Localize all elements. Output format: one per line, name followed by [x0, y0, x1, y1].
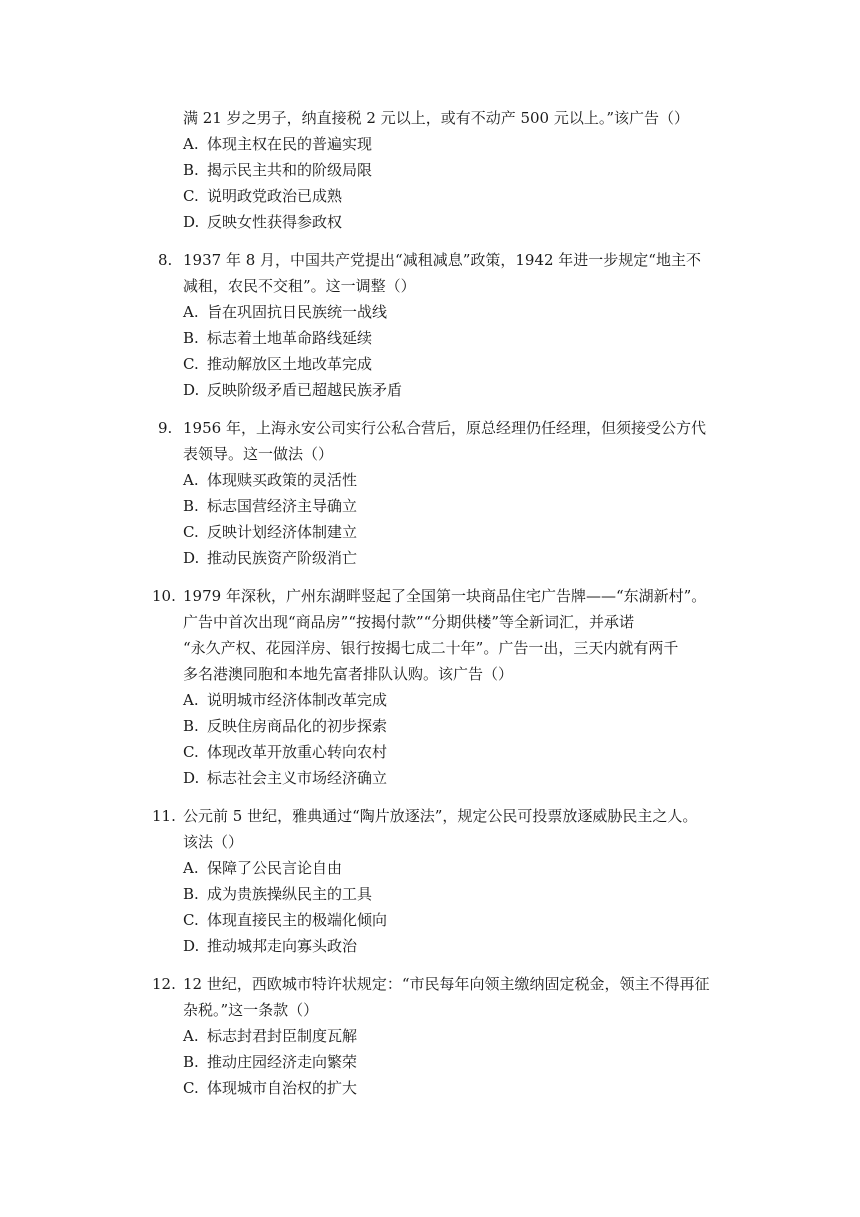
option-text: 推动解放区土地改革完成 [207, 355, 373, 373]
q10-stem-line-4: 多名港澳同胞和本地先富者排队认购。该广告（） [183, 665, 514, 683]
option-text: 反映计划经济体制建立 [207, 523, 358, 541]
q9-number: 9. [158, 419, 173, 437]
option-letter: D. [183, 213, 200, 231]
q7-stem-continuation: 满 21 岁之男子，纳直接税 2 元以上，或有不动产 500 元以上。”该广告（） [183, 109, 690, 127]
option-text: 标志封君封臣制度瓦解 [207, 1027, 358, 1045]
q12-option-c [183, 1078, 357, 1098]
option-letter: B. [183, 717, 199, 735]
q9-option-a [183, 470, 357, 490]
q10-number: 10. [152, 587, 176, 605]
option-text: 标志国营经济主导确立 [207, 497, 358, 515]
option-letter: C. [183, 1079, 199, 1097]
q9-option-c [183, 522, 357, 542]
q10-option-c [183, 742, 387, 762]
q8-stem-line-1: 1937 年 8 月，中国共产党提出“减租减息”政策，1942 年进一步规定“地主不 [183, 251, 701, 269]
option-text: 说明政党政治已成熟 [207, 187, 343, 205]
q10-stem-line-1: 1979 年深秋，广州东湖畔竖起了全国第一块商品住宅广告牌——“东湖新村”。 [183, 587, 707, 605]
option-text: 保障了公民言论自由 [207, 859, 343, 877]
option-text: 体现直接民主的极端化倾向 [207, 911, 388, 929]
q9-stem-line-2: 表领导。这一做法（） [183, 445, 334, 463]
q11-option-c [183, 910, 387, 930]
option-text: 推动民族资产阶级消亡 [207, 549, 358, 567]
option-letter: D. [183, 549, 200, 567]
q9-stem-line-1: 1956 年，上海永安公司实行公私合营后，原总经理仍任经理，但须接受公方代 [183, 419, 706, 437]
q11-option-d [183, 936, 357, 956]
q11-number: 11. [152, 807, 176, 825]
q7-option-c [183, 186, 342, 206]
q11-option-b [183, 884, 372, 904]
option-letter: A. [183, 471, 199, 489]
option-text: 推动城邦走向寡头政治 [207, 937, 358, 955]
q8-option-b [183, 328, 372, 348]
q7-option-d [183, 212, 342, 232]
q10-option-d [183, 768, 387, 788]
q11-option-a [183, 858, 342, 878]
q9-option-d [183, 548, 357, 568]
q7-option-a [183, 134, 372, 154]
q8-option-d [183, 380, 402, 400]
option-letter: B. [183, 497, 199, 515]
option-letter: B. [183, 161, 199, 179]
q8-stem-line-2: 减租，农民不交租”。这一调整（） [183, 277, 416, 295]
q12-option-b [183, 1052, 357, 1072]
option-letter: A. [183, 1027, 199, 1045]
q12-stem-line-1: 12 世纪，西欧城市特许状规定：“市民每年向领主缴纳固定税金，领主不得再征 [183, 975, 710, 993]
option-letter: D. [183, 937, 200, 955]
q12-stem-line-2: 杂税。”这一条款（） [183, 1001, 319, 1019]
option-letter: C. [183, 187, 199, 205]
option-letter: B. [183, 329, 199, 347]
q12-option-a [183, 1026, 357, 1046]
q8-number: 8. [158, 251, 173, 269]
option-letter: C. [183, 355, 199, 373]
q10-stem-line-2: 广告中首次出现“商品房”“按揭付款”“分期供楼”等全新词汇，并承诺 [183, 613, 635, 631]
option-letter: A. [183, 859, 199, 877]
option-text: 旨在巩固抗日民族统一战线 [207, 303, 388, 321]
option-letter: C. [183, 523, 199, 541]
q11-stem-line-2: 该法（） [183, 833, 244, 851]
option-text: 反映阶级矛盾已超越民族矛盾 [207, 381, 403, 399]
option-text: 推动庄园经济走向繁荣 [207, 1053, 358, 1071]
q10-option-b [183, 716, 387, 736]
option-text: 标志着土地革命路线延续 [207, 329, 373, 347]
q10-option-a [183, 690, 387, 710]
option-text: 体现主权在民的普遍实现 [207, 135, 373, 153]
option-text: 反映住房商品化的初步探索 [207, 717, 388, 735]
q9-option-b [183, 496, 357, 516]
option-letter: D. [183, 381, 200, 399]
option-text: 体现城市自治权的扩大 [207, 1079, 358, 1097]
option-letter: A. [183, 303, 199, 321]
q8-option-c [183, 354, 372, 374]
option-letter: A. [183, 691, 199, 709]
option-text: 体现赎买政策的灵活性 [207, 471, 358, 489]
q10-stem-line-3: “永久产权、花园洋房、银行按揭七成二十年”。广告一出，三天内就有两千 [183, 639, 679, 657]
q7-option-b [183, 160, 372, 180]
option-letter: A. [183, 135, 199, 153]
option-text: 反映女性获得参政权 [207, 213, 343, 231]
option-letter: B. [183, 885, 199, 903]
option-text: 说明城市经济体制改革完成 [207, 691, 388, 709]
q12-number: 12. [152, 975, 176, 993]
option-letter: D. [183, 769, 200, 787]
option-letter: B. [183, 1053, 199, 1071]
option-letter: C. [183, 911, 199, 929]
option-text: 标志社会主义市场经济确立 [207, 769, 388, 787]
option-text: 揭示民主共和的阶级局限 [207, 161, 373, 179]
option-text: 体现改革开放重心转向农村 [207, 743, 388, 761]
q8-option-a [183, 302, 387, 322]
option-letter: C. [183, 743, 199, 761]
option-text: 成为贵族操纵民主的工具 [207, 885, 373, 903]
q11-stem-line-1: 公元前 5 世纪，雅典通过“陶片放逐法”，规定公民可投票放逐威胁民主之人。 [183, 807, 698, 825]
